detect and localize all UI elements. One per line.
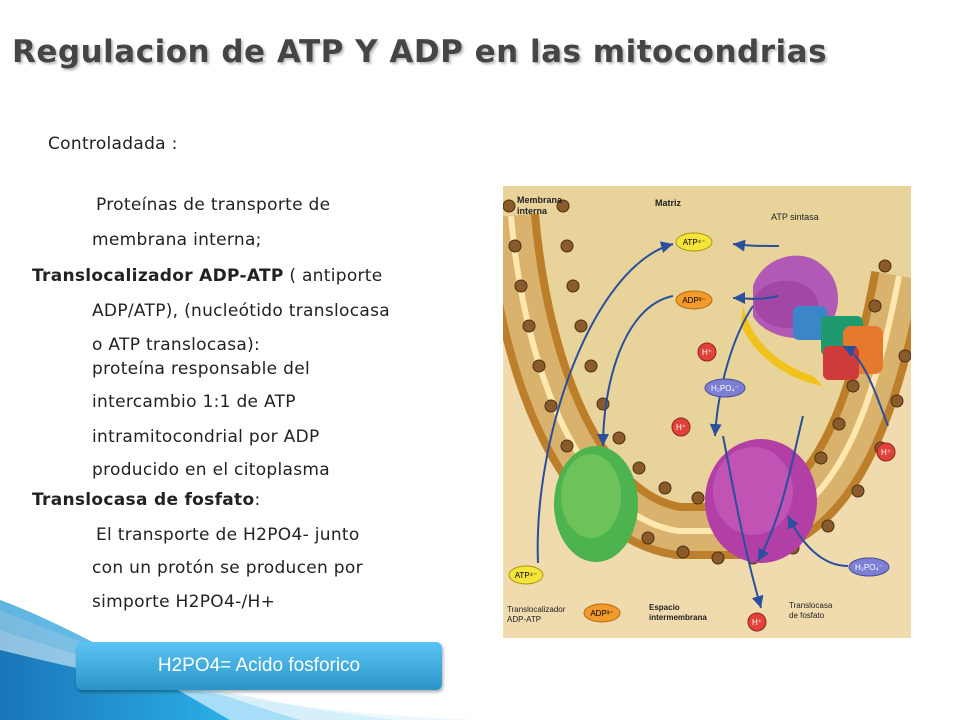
proteina-responsable-line-3: intramitocondrial por ADP xyxy=(92,427,320,447)
label-translocalizador: Translocalizador xyxy=(507,605,566,614)
proton-right: H⁺ xyxy=(881,448,891,457)
fosfato-line-2: con un protón se producen por xyxy=(92,558,363,578)
molecule-atp-intermembrane: ATP⁴⁻ xyxy=(514,571,538,580)
translocasa-fosfato-heading xyxy=(32,490,261,510)
fosfato-line-1: El transporte de H2PO4- junto xyxy=(96,525,360,545)
label-espacio: Espacio xyxy=(649,603,680,612)
label-matriz: Matriz xyxy=(655,198,682,208)
label-intermembrana: intermembrana xyxy=(649,613,707,622)
fosfato-line-3: simporte H2PO4-/H+ xyxy=(92,592,276,612)
proteina-responsable-line-4: producido en el citoplasma xyxy=(92,460,330,480)
molecule-phosphate-matrix: H₂PO₄⁻ xyxy=(711,384,739,393)
molecule-adp-intermembrane: ADP³⁻ xyxy=(590,609,614,618)
label-atp-sintasa: ATP sintasa xyxy=(771,212,819,222)
definition-note-box xyxy=(76,642,442,690)
proton-matrix-1: H⁺ xyxy=(702,348,712,357)
mitochondria-transport-diagram xyxy=(503,186,911,638)
label-translocasa: Translocasa xyxy=(789,601,833,610)
translocalizador-line-2: ADP/ATP), (nucleótido translocasa xyxy=(92,301,390,321)
label-interna: interna xyxy=(517,206,548,216)
translocasa-fosfato-colon: : xyxy=(254,490,261,510)
proteina-responsable-line-2: intercambio 1:1 de ATP xyxy=(92,392,296,412)
translocalizador-line-1 xyxy=(32,266,383,286)
slide-title: Regulacion de ATP Y ADP en las mitocondrias xyxy=(12,34,828,70)
proton-intermembrane: H⁺ xyxy=(752,618,762,627)
label-adp-atp: ADP-ATP xyxy=(507,615,542,624)
translocalizador-term: Translocalizador ADP-ATP xyxy=(32,266,284,286)
translocalizador-antiporte: ( antiporte xyxy=(283,266,383,286)
molecule-phosphate-intermembrane: H₂PO₄⁻ xyxy=(855,563,883,572)
definition-note-text: H2PO4= Acido fosforico xyxy=(157,655,361,676)
translocasa-fosfato-term: Translocasa de fosfato xyxy=(32,490,255,510)
controlada-label: Controladada : xyxy=(48,134,178,154)
translocalizador-line-3: o ATP translocasa): xyxy=(92,335,261,355)
proteinas-line-1: Proteínas de transporte de xyxy=(96,195,331,215)
proteina-responsable-line-1: proteína responsable del xyxy=(92,359,310,379)
label-membrana: Membrana xyxy=(517,195,563,205)
molecule-adp-matrix: ADP³⁻ xyxy=(682,296,706,305)
molecule-atp-matrix: ATP⁴⁻ xyxy=(682,238,706,247)
proton-matrix-2: H⁺ xyxy=(676,423,686,432)
label-de-fosfato: de fosfato xyxy=(789,611,825,620)
proteinas-line-2: membrana interna; xyxy=(92,230,262,250)
